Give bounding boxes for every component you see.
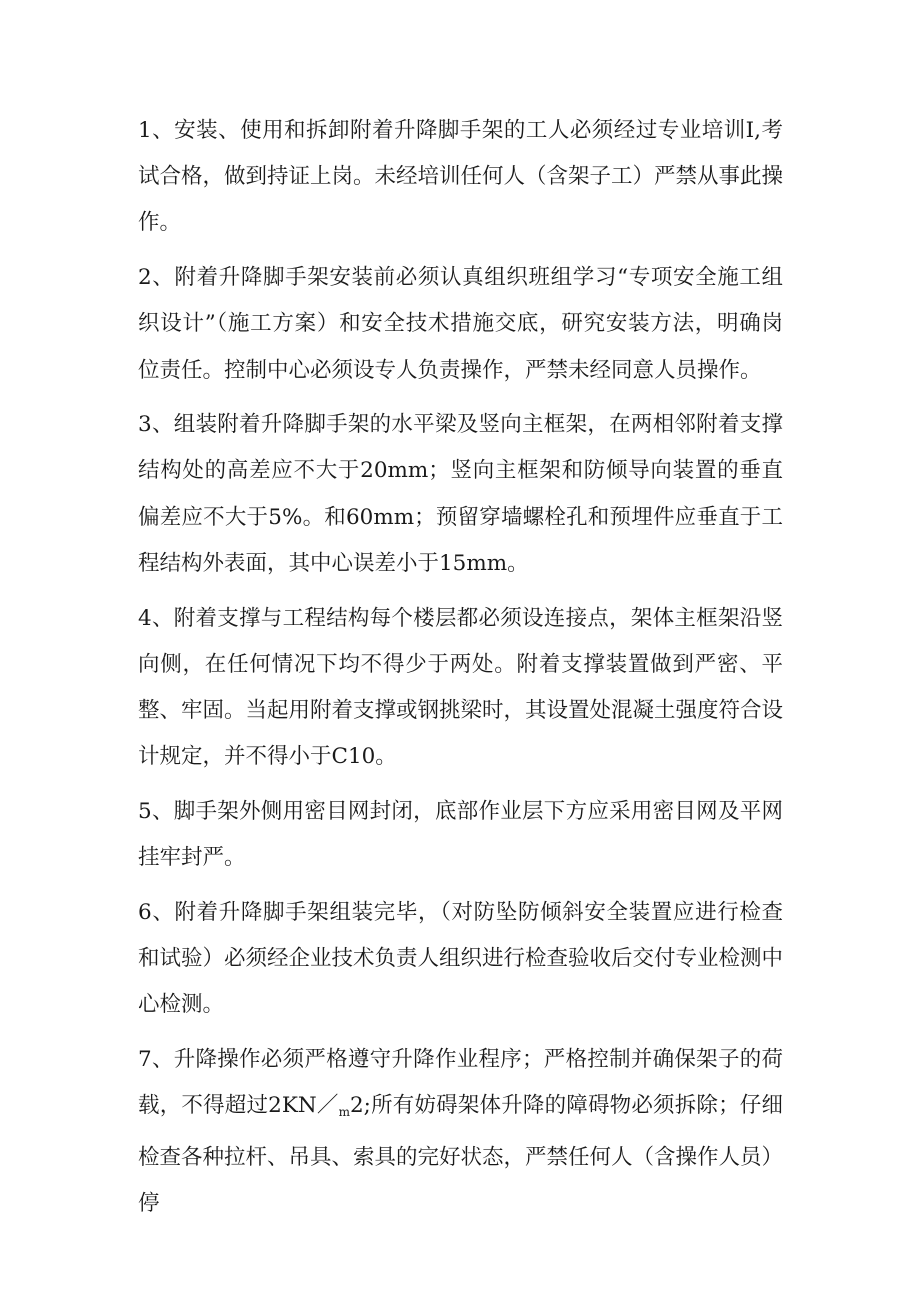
- paragraph-7-text-a: 7、升降操作必须严格遵守升降作业程序；严格控制并确保架子的荷载，不得超过2KN／: [138, 1046, 783, 1119]
- paragraph-1: 1、安装、使用和拆卸附着升降脚手架的工人必须经过专业培训I,考试合格，做到持证上岗。未经培训任何人（含架子工）严禁从事此操作。: [138, 118, 784, 236]
- unit-subscript: m: [338, 1105, 350, 1120]
- paragraph-2: 2、附着升降脚手架安装前必须认真组织班组学习“专项安全施工组织设计”（施工方案）和安全技术措施交底，研究安装方法，明确岗位责任。控制中心必须设专人负责操作，严禁未经同意人员操作。: [138, 265, 783, 383]
- paragraph-6: 6、附着升降脚手架组装完毕，（对防坠防倾斜安全装置应进行检查和试验）必须经企业技术负责人组织进行检查验收后交付专业检测中心检测。: [138, 899, 784, 1018]
- paragraph-7: [138, 1037, 783, 1228]
- paragraph-3: 3、组装附着升降脚手架的水平梁及竖向主框架，在两相邻附着支撑结构处的高差应不大于20mm；竖向主框架和防倾导向装置的垂直偏差应不大于5%。和60mm；预留穿墙螺栓孔和预埋件应垂直于工程结构外表面，其中心误差小于15mm。: [138, 412, 783, 576]
- paragraph-4: 4、附着支撑与工程结构每个楼层都必须设连接点，架体主框架沿竖向侧，在任何情况下均不得少于两处。附着支撑装置做到严密、平整、牢固。当起用附着支撑或钢挑梁时，其设置处混凝土强度符合设计规定，并不得小于C10。: [138, 605, 784, 770]
- document-page: [138, 108, 783, 1236]
- paragraph-7-text-b: 2;所有妨碍架体升降的障碍物必须拆除；仔细检查各种拉杆、吊具、索具的完好状态，严禁任何人（含操作人员）停: [138, 1093, 784, 1217]
- paragraph-5: 5、脚手架外侧用密目网封闭，底部作业层下方应采用密目网及平网挂牢封严。: [138, 798, 783, 871]
